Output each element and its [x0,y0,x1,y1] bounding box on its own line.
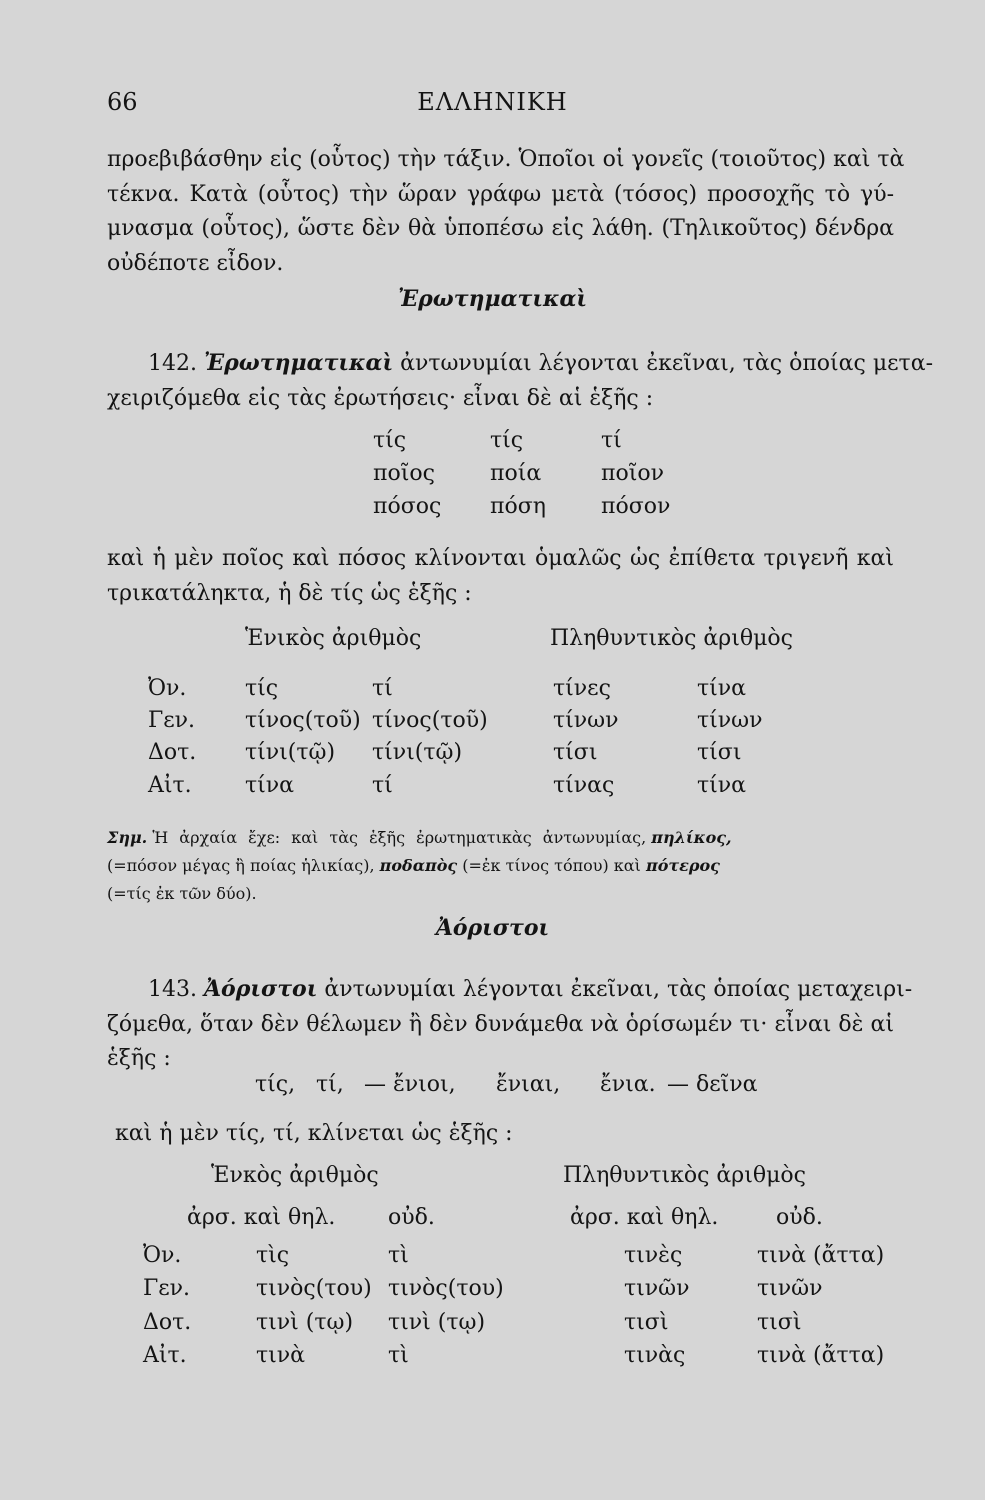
declension-cell: τίνος(τοῦ) [245,708,361,733]
declension-cell: τίσι [697,740,742,765]
pronoun: τίς [490,428,524,453]
section-number: 143. [148,977,197,1002]
note-label: Σημ. [107,828,148,847]
text-line: ζόμεθα, ὅταν δὲν θέλωμεν ἢ δὲν δυνάμεθα νὰ ὁρίσωμέν τι· εἶναι δὲ αἱ [107,1011,894,1037]
text-line: τρικατάληκτα, ἡ δὲ τίς ὡς ἑξῆς : [107,580,472,606]
case-label: Αἰτ. [143,1343,187,1368]
pronoun: ἔνιαι, [496,1072,561,1097]
declension-cell: τίσι [553,740,598,765]
section-number: 142. [148,351,197,376]
declension-cell: τίνα [697,676,747,701]
gender-header: ἀρσ. καὶ θηλ. [187,1205,336,1230]
note-text: Ἡ ἀρχαία ἔχε: καὶ τὰς ἑξῆς ἐρωτηματικὰς ἀντωνυμίας, [152,828,647,847]
page-number: 66 [107,88,138,116]
declension-cell: τίνι(τῷ) [372,740,463,765]
text-line: προεβιβάσθην εἰς (οὗτος) τὴν τάξιν. Ὁποῖοι οἱ γονεῖς (τοιοῦτος) καὶ τὰ [107,147,905,172]
note-line [107,850,897,881]
gender-header: οὐδ. [776,1205,823,1230]
pronoun: πόσον [601,494,671,519]
note-line [107,822,897,853]
gender-header: οὐδ. [388,1205,435,1230]
declension-cell: τινῶν [757,1276,823,1301]
pronoun: τίς, [255,1072,296,1097]
case-label: Αἰτ. [148,773,192,798]
text-line: οὐδέποτε εἶδον. [107,250,284,276]
gender-header: ἀρσ. καὶ θηλ. [570,1205,719,1230]
note-text: (=ἐκ τίνος τόπου) καὶ [462,856,641,875]
declension-cell: τίνας [553,773,615,798]
pronoun: — ἔνιοι, [364,1072,456,1097]
declension-cell: τὶ [388,1243,409,1268]
declension-cell: τισὶ [757,1310,802,1335]
pronoun: τί [601,428,622,453]
pronoun: — δεῖνα [667,1072,758,1097]
text-line: ἀντωνυμίαι λέγονται ἐκεῖναι, τὰς ὁποίας μετα- [400,351,934,376]
declension-cell: τινὶ (τῳ) [388,1310,486,1335]
pronoun: τί, [316,1072,344,1097]
declension-cell: τινὶ (τῳ) [256,1310,354,1335]
case-label: Δοτ. [148,740,197,765]
text-line: ἑξῆς : [107,1046,171,1071]
declension-cell: τινὸς(του) [256,1276,372,1301]
declension-cell: τί [372,676,393,701]
declension-cell: τισὶ [624,1310,669,1335]
case-label: Ὀν. [143,1243,182,1268]
declension-cell: τίνων [697,708,763,733]
declension-cell: τίνων [553,708,619,733]
declension-cell: τινὰ [256,1343,306,1368]
declension-cell: τίνι(τῷ) [245,740,336,765]
declension-cell: τὶ [388,1343,409,1368]
note-term: ποδαπὸς [379,856,458,875]
text-line: ἀντωνυμίαι λέγονται ἐκεῖναι, τὰς ὁποίας μεταχειρι- [324,977,913,1002]
case-label: Ὀν. [148,676,187,701]
note-term: πηλίκος, [651,828,732,847]
note-text: (=πόσον μέγας ἢ ποίας ἡλικίας), [107,856,375,875]
text-line: χειριζόμεθα εἰς τὰς ἐρωτήσεις· εἶναι δὲ αἱ ἑξῆς : [107,385,654,411]
declension-cell: τίνος(τοῦ) [372,708,488,733]
declension-cell: τίς [245,676,279,701]
case-label: Γεν. [143,1276,191,1301]
declension-cell: τινὰ (ἄττα) [757,1243,885,1268]
pronoun: ποία [490,461,542,486]
section-term: Ἐρωτηματικαὶ [203,350,394,376]
declension-cell: τινῶν [624,1276,690,1301]
singular-header: Ἑνικὸς ἀριθμὸς [245,626,422,651]
declension-cell: τινὰς [624,1343,686,1368]
note-line: (=τίς ἐκ τῶν δύο). [107,884,257,903]
singular-header: Ἑνκὸς ἀριθμὸς [211,1163,379,1188]
declension-cell: τί [372,773,393,798]
section-143-paragraph [107,972,913,1077]
declension-cell: τινὲς [624,1243,683,1268]
text-line: καὶ ἡ μὲν τίς, τί, κλίνεται ὡς ἑξῆς : [115,1121,513,1146]
section-142-paragraph [107,346,934,416]
text-line: τέκνα. Κατὰ (οὗτος) τὴν ὥραν γράφω μετὰ (τόσος) προσοχῆς τὸ γύ- [107,181,894,207]
declension-cell: τίνα [697,773,747,798]
declension-cell: τὶς [256,1243,290,1268]
text-line: καὶ ἡ μὲν ποῖος καὶ πόσος κλίνονται ὁμαλῶς ὡς ἐπίθετα τριγενῆ καὶ [107,546,894,571]
section-142-after [107,542,894,611]
pronoun: ἔνια. [600,1072,656,1097]
intro-paragraph [107,143,905,281]
declension-cell: τινὸς(του) [388,1276,504,1301]
section-heading: Ἐρωτηματικαὶ [397,286,588,312]
section-heading: Ἀόριστοι [435,915,550,941]
declension-cell: τίνες [553,676,611,701]
pronoun: ποῖος [373,461,435,486]
pronoun: τίς [373,428,407,453]
pronoun: ποῖον [601,461,664,486]
note-term: πότερος [645,856,720,875]
case-label: Γεν. [148,708,196,733]
plural-header: Πληθυντικὸς ἀριθμὸς [550,626,793,651]
pronoun: πόσος [373,494,442,519]
running-head: ΕΛΛΗΝΙΚΗ [417,88,568,116]
declension-cell: τίνα [245,773,295,798]
declension-cell: τινὰ (ἄττα) [757,1343,885,1368]
case-label: Δοτ. [143,1310,192,1335]
section-term: Ἀόριστοι [203,976,318,1002]
pronoun: πόση [490,494,546,519]
plural-header: Πληθυντικὸς ἀριθμὸς [563,1163,806,1188]
text-line: μνασμα (οὗτος), ὥστε δὲν θὰ ὑποπέσω εἰς λάθη. (Τηλικοῦτος) δένδρα [107,216,894,241]
